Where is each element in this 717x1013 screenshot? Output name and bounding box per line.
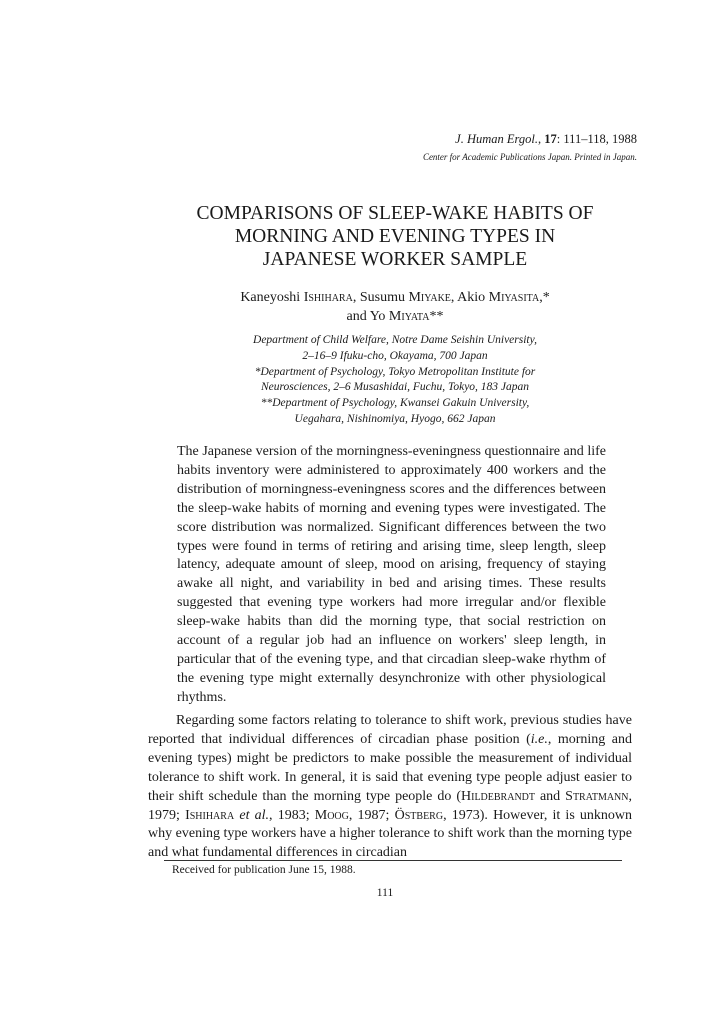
author-family: Miyata [388,309,430,324]
author-given: Akio [457,290,486,305]
author-mark: ,* [539,290,550,305]
citation-author: Stratmann [565,788,629,804]
affiliation-line: *Department of Psychology, Tokyo Metropolitan Institute for [254,365,536,378]
body-text-run: , 1983; [269,807,315,823]
body-text-run: , 1979; [148,788,632,823]
author-given: Susumu [359,290,405,305]
author-family: Miyasita [488,290,540,305]
affiliation-line: Department of Child Welfare, Notre Dame Seishin University, [253,334,537,346]
body-text-run: , 1987; [348,807,395,823]
affiliation-line: Neurosciences, 2–6 Musashidai, Fuchu, Tokyo, 183 Japan [260,381,530,394]
affiliation-line: Uegahara, Nishinomiya, Hyogo, 662 Japan [294,412,496,425]
abstract: The Japanese version of the morningness-eveningness questionnaire and life habits inventory were administered to approximately 400 workers and the distribution of morningness-eveningness scores and the differences between the sleep-wake habits of morning and evening types were investigated. The score distribution was normalized. Significant differences between the two types were found in terms of retiring and arising time, sleep length, sleep latency, adequate amount of sleep, mood on arising, frequency of staying awake all night, and variability in bed and arising times. These results suggested that evening type workers had more irregular and/or flexible sleep-wake habits than did the morning type, that social restriction on account of a regular job had an influence on workers' sleep length, in particular that of the evening type, and that circadian sleep-wake rhythm of the evening type might externally desynchronize with other physiological rhythms. [177,444,606,705]
author-mark: ** [429,309,444,324]
body-text-run: i.e. [530,731,548,747]
body-paragraph [148,712,632,863]
paper-title [0,202,717,271]
footnote: Received for publication June 15, 1988. [172,864,356,876]
affiliation-line: 2–16–9 Ifuku-cho, Okayama, 700 Japan [302,349,488,362]
affiliation-line: **Department of Psychology, Kwansei Gakuin University, [260,397,530,410]
author-line-2 [0,307,717,326]
journal-citation: J. Human Ergol., 17: 111–118, 1988 [455,132,637,146]
author-given: and Yo [346,309,386,324]
body-text-run: Regarding some factors relating to tolerance to shift work, previous studies have reported that individual differences of circadian phase position ( [148,713,632,747]
author-given: Kaneyoshi [240,290,301,305]
title-line-3: JAPANESE WORKER SAMPLE [262,249,528,270]
affiliations [0,333,717,428]
journal-name: J. Human Ergol. [455,132,539,146]
journal-pages-year: : 111–118, 1988 [556,132,637,146]
body-text-run: et al. [239,807,270,823]
citation-author: Ishihara [185,807,235,823]
body-text-run: , 1973). However, it is unknown why evening type workers have a higher tolerance to shift work than the morning type and what fundamental differences in circadian [148,807,633,861]
publisher-line: Center for Academic Publications Japan. Printed in Japan. [422,152,637,162]
title-line-2: MORNING AND EVENING TYPES IN [234,226,556,247]
author-list [0,288,717,326]
page-number: 111 [376,887,394,899]
author-line-1: Kaneyoshi Ishihara, Susumu Miyake, Akio Miyasita,* [240,290,550,305]
body-text-run: , morning and evening types) might be predictors to make possible the measurement of individual tolerance to shift work. In general, it is said that evening type people adjust easier to their shift schedule than the morning type people do ( [148,731,633,804]
journal-volume: 17 [544,132,557,146]
footnote-rule [164,860,622,861]
citation-author: Östberg [394,807,444,823]
title-line-1: COMPARISONS OF SLEEP-WAKE HABITS OF [196,203,594,224]
citation-author: Hildebrandt [461,788,535,804]
author-family: Ishihara [303,290,353,305]
author-family: Miyake [408,290,451,305]
body-text-run: and [535,788,566,804]
citation-author: Moog [314,807,349,823]
